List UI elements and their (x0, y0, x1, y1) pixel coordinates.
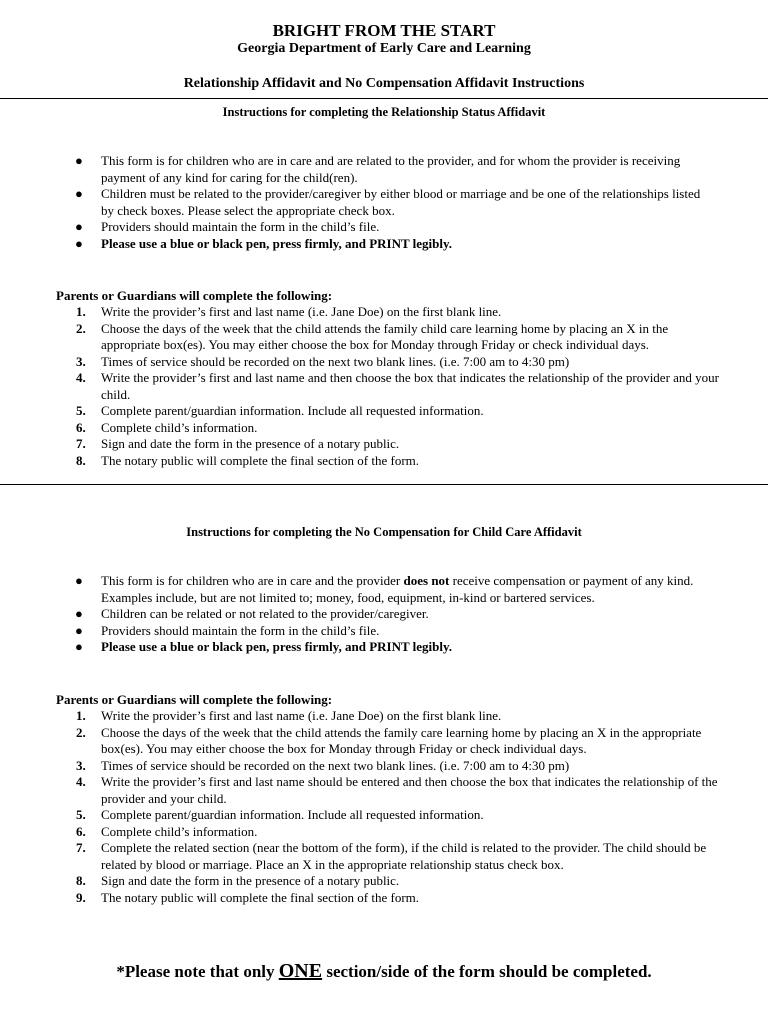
step-text: Times of service should be recorded on the next two blank lines. (i.e. 7:00 am to 4:30 pm) (101, 353, 570, 369)
bullet-text-after: receive compensation or payment of any kind. Examples include, but are not limited to; money, food, equipment, in-kind or bartered services. (101, 573, 694, 605)
list-item (75, 219, 715, 236)
step-item (70, 436, 720, 453)
step-number: 5. (76, 403, 86, 418)
list-item (75, 639, 715, 656)
top-divider (0, 98, 768, 99)
step-item (70, 758, 720, 775)
section1-parents-heading: Parents or Guardians will complete the following: (56, 288, 333, 303)
step-number: 1. (76, 708, 86, 723)
section1-steps-list (70, 304, 720, 469)
step-text: Complete the related section (near the bottom of the form), if the child is related to the provider. The child should be related by blood or marriage. Place an X in the appropriate relationship status check box. (101, 840, 707, 872)
bullet-icon: ● (75, 235, 83, 251)
step-item (70, 824, 720, 841)
bullet-text: Children can be related or not related to the provider/caregiver. (101, 606, 429, 621)
step-number: 6. (76, 419, 86, 435)
list-item (75, 606, 715, 623)
step-text: The notary public will complete the final section of the form. (101, 452, 420, 468)
middle-divider (0, 484, 768, 485)
step-text: Choose the days of the week that the child attends the family care learning home by placing an X in the appropriate box(es). You may either choose the box for Monday through Friday or check individual days. (101, 724, 702, 756)
section2-parents-heading: Parents or Guardians will complete the following: (56, 692, 333, 707)
step-text: The notary public will complete the final section of the form. (101, 889, 420, 905)
step-item (70, 807, 720, 824)
step-number: 1. (76, 304, 86, 319)
step-item (70, 420, 720, 437)
section1-heading: Instructions for completing the Relationship Status Affidavit (222, 105, 546, 119)
bullet-text: Please use a blue or black pen, press firmly, and PRINT legibly. (101, 235, 453, 251)
step-text: Write the provider’s first and last name should be entered and then choose the box that indicates the relationship of the provider and your child. (101, 774, 718, 806)
bullet-text: Please use a blue or black pen, press firmly, and PRINT legibly. (101, 639, 453, 654)
list-item (75, 573, 715, 606)
bullet-icon: ● (75, 186, 83, 201)
org-title: BRIGHT FROM THE START (272, 21, 496, 40)
bullet-text: This form is for children who are in care and are related to the provider, and for whom the provider is receiving payment of any kind for caring for the child(ren). (101, 153, 681, 185)
step-number: 5. (76, 807, 86, 822)
bullet-text: Providers should maintain the form in the child’s file. (101, 219, 380, 234)
step-item (70, 774, 720, 807)
step-item (70, 354, 720, 371)
step-text: Write the provider’s first and last name and then choose the box that indicates the relationship of the provider and your child. (101, 370, 720, 402)
step-number: 2. (76, 320, 86, 336)
step-item (70, 304, 720, 321)
bullet-icon: ● (75, 622, 83, 638)
step-item (70, 725, 720, 758)
step-item (70, 403, 720, 420)
step-number: 3. (76, 353, 86, 369)
step-item (70, 873, 720, 890)
bullet-text: Children must be related to the provider/caregiver by either blood or marriage and be one of the relationships listed by check boxes. Please select the appropriate check box. (101, 186, 701, 218)
department-subtitle: Georgia Department of Early Care and Learning (237, 41, 531, 56)
footer-note-before: *Please note that only (116, 962, 279, 981)
bullet-icon: ● (75, 639, 83, 654)
step-number: 6. (76, 823, 86, 839)
step-number: 7. (76, 436, 86, 451)
step-text: Times of service should be recorded on the next two blank lines. (i.e. 7:00 am to 4:30 pm) (101, 757, 570, 773)
section2-steps-list (70, 708, 720, 906)
list-item (75, 623, 715, 640)
document-title: Relationship Affidavit and No Compensation Affidavit Instructions (183, 76, 585, 91)
bullet-icon: ● (75, 153, 83, 168)
bullet-text-emphasis: does not (403, 573, 450, 588)
step-number: 7. (76, 840, 86, 855)
step-number: 8. (76, 873, 86, 888)
step-item (70, 708, 720, 725)
step-text: Write the provider’s first and last name (i.e. Jane Doe) on the first blank line. (101, 304, 502, 319)
bullet-text: Providers should maintain the form in the child’s file. (101, 622, 380, 638)
step-number: 4. (76, 774, 86, 789)
step-text: Complete child’s information. (101, 419, 258, 435)
step-text: Complete parent/guardian information. Include all requested information. (101, 807, 484, 822)
section2-bullet-list (75, 573, 715, 656)
bullet-icon: ● (75, 219, 83, 234)
footer-note-after: section/side of the form should be completed. (322, 962, 652, 981)
section2-heading: Instructions for completing the No Compensation for Child Care Affidavit (186, 525, 582, 539)
step-number: 8. (76, 452, 86, 468)
step-number: 2. (76, 724, 86, 740)
step-item (70, 840, 720, 873)
footer-note (0, 960, 768, 983)
list-item (75, 186, 715, 219)
step-item (70, 370, 720, 403)
step-text: Write the provider’s first and last name (i.e. Jane Doe) on the first blank line. (101, 708, 502, 723)
step-number: 3. (76, 757, 86, 773)
step-text: Complete parent/guardian information. Include all requested information. (101, 403, 484, 418)
list-item (75, 153, 715, 186)
list-item (75, 236, 715, 253)
step-item (70, 453, 720, 470)
step-item (70, 890, 720, 907)
step-number: 4. (76, 370, 86, 385)
step-number: 9. (76, 889, 86, 905)
step-text: Complete child’s information. (101, 823, 258, 839)
step-text: Sign and date the form in the presence of a notary public. (101, 436, 400, 451)
bullet-icon: ● (75, 606, 83, 621)
step-text: Sign and date the form in the presence of a notary public. (101, 873, 400, 888)
step-text: Choose the days of the week that the child attends the family child care learning home by placing an X in the appropriate box(es). You may either choose the box for Monday through Friday or check individual days. (101, 320, 669, 352)
bullet-icon: ● (75, 573, 83, 588)
step-item (70, 321, 720, 354)
bullet-text-before: This form is for children who are in care and the provider (101, 573, 404, 588)
footer-note-emphasis: ONE (278, 960, 323, 982)
section1-bullet-list (75, 153, 715, 252)
